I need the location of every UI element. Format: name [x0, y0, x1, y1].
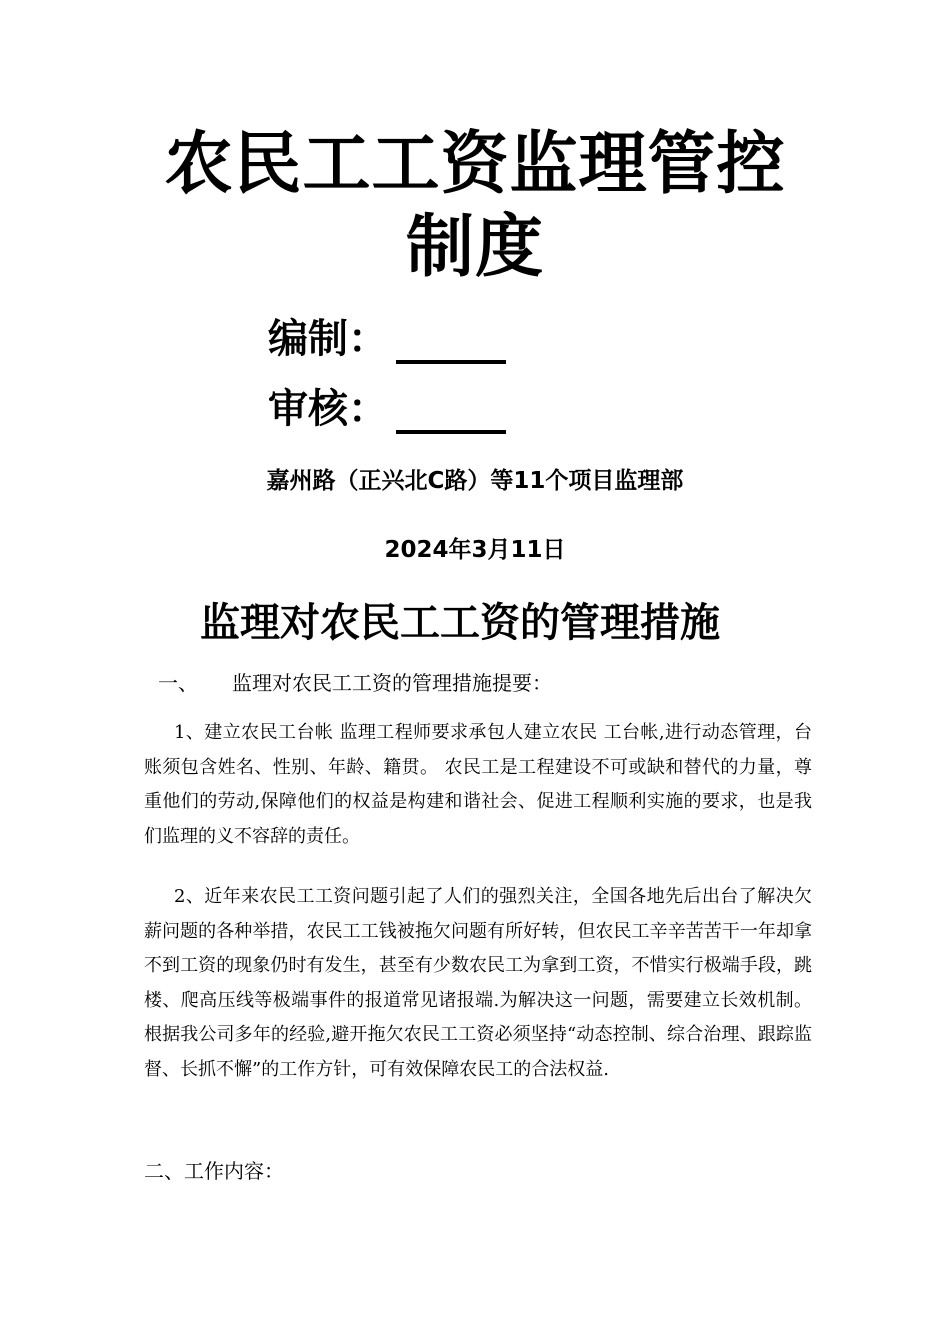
- section-2-heading: 二、工作内容：: [144, 1159, 284, 1183]
- document-date: 2024年3月11日: [384, 537, 566, 563]
- paragraph-2: 2、近年来农民工工资问题引起了人们的强烈关注，全国各地先后出台了解决欠薪问题的各种举措，农民工工钱被拖欠问题有所好转，但农民工辛辛苦苦干一年却拿不到工资的现象仍时有发生，甚至有少数农民工为拿到工资，不惜实行极端手段，跳楼、爬高压线等极端事件的报道常见诸报端.为解决这一问题，需要建立长效机制。根据我公司多年的经验,避开拖欠农民工工资必须坚持“动态控制、综合治理、跟踪监督、长抓不懈”的工作方针，可有效保障农民工的合法权益.: [144, 886, 812, 1080]
- compiled-by-label: 编制：: [268, 316, 388, 362]
- paragraph-1: 1、建立农民工台帐 监理工程师要求承包人建立农民 工台帐,进行动态管理，台账须包含姓名、性别、年龄、籍贯。 农民工是工程建设不可或缺和替代的力量，尊重他们的劳动,保障他们的权益是构建和谐社会、促进工程顺利实施的要求，也是我们监理的义不容辞的责任。: [144, 722, 812, 847]
- compiled-by-blank: [396, 320, 506, 364]
- section-1-number: 一、: [158, 671, 198, 695]
- compiled-by-row: [268, 314, 506, 364]
- reviewed-by-row: [268, 384, 506, 434]
- article-title: 监理对农民工工资的管理措施: [200, 600, 720, 646]
- organization-name: 嘉州路（正兴北C路）等11个项目监理部: [266, 468, 684, 494]
- section-1-title: 监理对农民工工资的管理措施提要：: [232, 671, 552, 695]
- document-title-line-1: 农民工工资监理管控: [164, 125, 786, 204]
- document-title-line-2: 制度: [405, 208, 544, 287]
- section-1-heading: [158, 668, 552, 698]
- reviewed-by-blank: [396, 390, 506, 434]
- reviewed-by-label: 审核：: [268, 386, 388, 432]
